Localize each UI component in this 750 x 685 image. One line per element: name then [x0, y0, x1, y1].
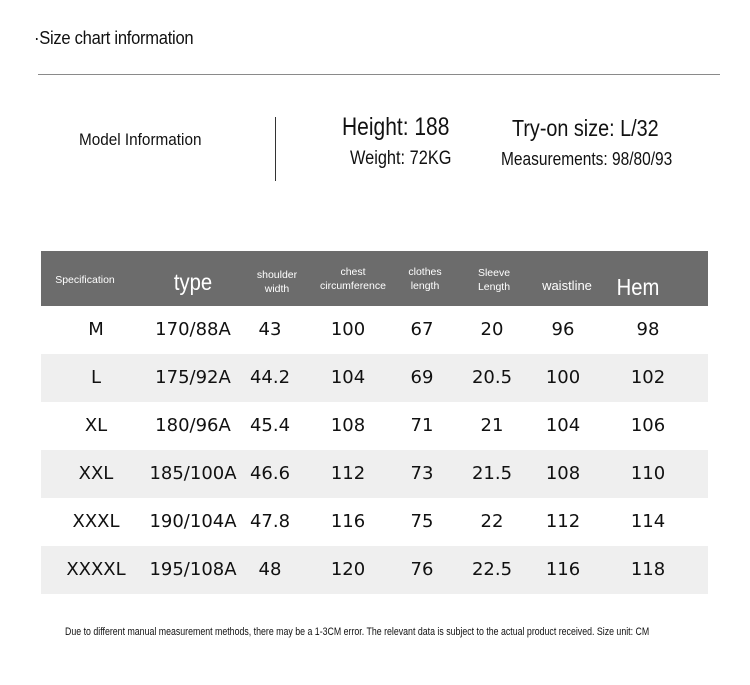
table-row	[41, 402, 708, 450]
cell-waistline: 116	[545, 559, 581, 580]
cell-clothes-length: 75	[410, 511, 434, 532]
table-row	[41, 498, 708, 546]
cell-sleeve-length: 21.5	[471, 463, 513, 484]
cell-sleeve-length: 20	[480, 319, 504, 340]
model-weight: Weight: 72KG	[350, 148, 452, 169]
cell-clothes-length: 69	[410, 367, 434, 388]
cell-clothes-length: 73	[410, 463, 434, 484]
cell-chest-circumference: 116	[330, 511, 366, 532]
cell-shoulder-width: 46.6	[249, 463, 291, 484]
cell-hem: 102	[630, 367, 666, 388]
cell-waistline: 108	[545, 463, 581, 484]
model-tryon-size: Try-on size: L/32	[512, 115, 659, 141]
header-clothes-line1: clothes	[408, 266, 442, 278]
cell-type: 185/100A	[149, 463, 237, 484]
page-title: ·Size chart information	[34, 28, 194, 48]
cell-size: M	[88, 319, 104, 340]
header-specification: Specification	[55, 274, 115, 286]
cell-hem: 106	[630, 415, 666, 436]
header-shoulder-line1: shoulder	[256, 269, 298, 281]
cell-hem: 118	[630, 559, 666, 580]
cell-size: L	[90, 367, 102, 388]
cell-sleeve-length: 21	[480, 415, 504, 436]
model-info-divider	[275, 117, 276, 181]
header-sleeve-length	[465, 266, 523, 294]
table-row	[41, 450, 708, 498]
header-chest-circumference	[307, 265, 399, 293]
header-clothes-line2: length	[410, 280, 440, 293]
footer-note: Due to different manual measurement methods, there may be a 1-3CM error. The relevant data is subject to the actual product received. Size unit: CM	[65, 626, 650, 638]
cell-shoulder-width: 48	[258, 559, 282, 580]
cell-type: 175/92A	[155, 367, 231, 388]
cell-clothes-length: 76	[410, 559, 434, 580]
cell-waistline: 112	[545, 511, 581, 532]
cell-size: XL	[84, 415, 108, 436]
cell-shoulder-width: 44.2	[249, 367, 291, 388]
header-chest-line2: circumference	[320, 280, 386, 293]
header-chest-line1: chest	[340, 266, 366, 278]
header-type: type	[173, 269, 213, 295]
cell-waistline: 100	[545, 367, 581, 388]
header-clothes-length	[397, 265, 453, 293]
header-hem: Hem	[616, 274, 660, 300]
cell-chest-circumference: 120	[330, 559, 366, 580]
cell-sleeve-length: 22.5	[471, 559, 513, 580]
cell-size: XXXXL	[66, 559, 126, 580]
cell-hem: 98	[636, 319, 660, 340]
cell-chest-circumference: 100	[330, 319, 366, 340]
cell-chest-circumference: 108	[330, 415, 366, 436]
cell-shoulder-width: 47.8	[249, 511, 291, 532]
table-header	[41, 251, 708, 306]
model-info-label: Model Information	[79, 130, 202, 149]
cell-type: 190/104A	[149, 511, 237, 532]
table-row	[41, 546, 708, 594]
header-shoulder-line2: width	[264, 283, 290, 296]
title-divider	[38, 74, 720, 75]
header-sleeve-line1: Sleeve	[477, 267, 511, 279]
cell-clothes-length: 71	[410, 415, 434, 436]
table-row	[41, 354, 708, 402]
cell-hem: 110	[630, 463, 666, 484]
table-row	[41, 306, 708, 354]
cell-size: XXXL	[72, 511, 120, 532]
model-height: Height: 188	[342, 113, 450, 141]
cell-type: 195/108A	[149, 559, 237, 580]
model-measurements: Measurements: 98/80/93	[501, 149, 673, 169]
cell-clothes-length: 67	[410, 319, 434, 340]
cell-shoulder-width: 45.4	[249, 415, 291, 436]
table-body	[41, 306, 708, 594]
cell-type: 170/88A	[155, 319, 231, 340]
cell-hem: 114	[630, 511, 666, 532]
cell-shoulder-width: 43	[258, 319, 282, 340]
header-sleeve-line2: Length	[477, 281, 511, 294]
cell-waistline: 104	[545, 415, 581, 436]
cell-sleeve-length: 20.5	[471, 367, 513, 388]
cell-size: XXL	[78, 463, 114, 484]
cell-waistline: 96	[551, 319, 575, 340]
size-chart-table	[41, 251, 708, 594]
header-waistline: waistline	[542, 278, 592, 293]
cell-chest-circumference: 112	[330, 463, 366, 484]
cell-sleeve-length: 22	[480, 511, 504, 532]
cell-chest-circumference: 104	[330, 367, 366, 388]
header-shoulder-width	[241, 268, 313, 296]
cell-type: 180/96A	[155, 415, 231, 436]
